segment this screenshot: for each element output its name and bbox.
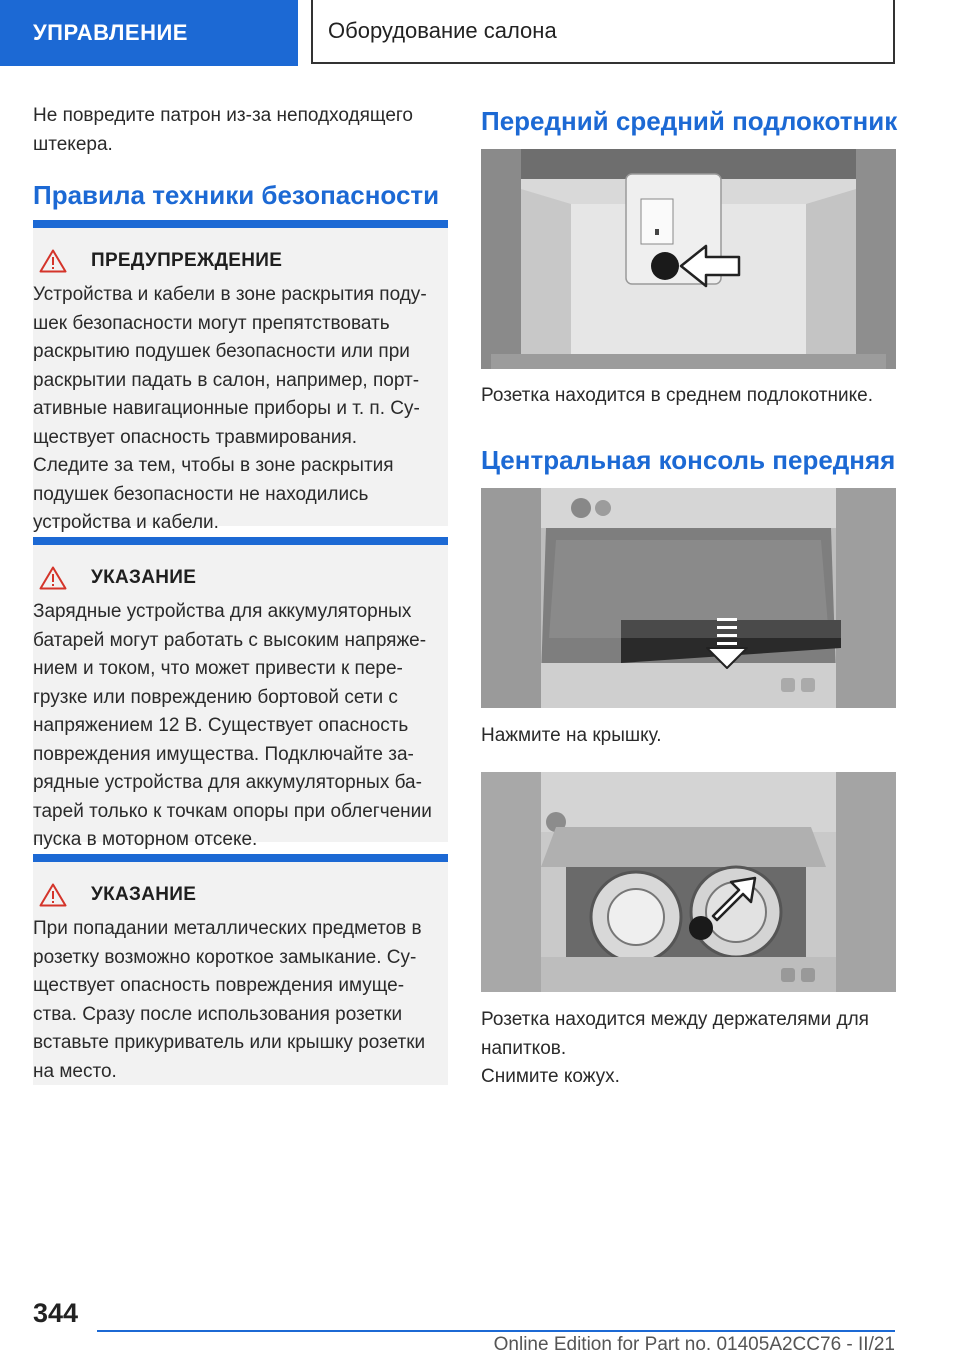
chapter-title: Оборудование салона (328, 18, 557, 43)
console-heading: Центральная консоль передняя (481, 445, 896, 475)
warning-triangle-icon (39, 883, 67, 907)
console-photo (481, 488, 896, 708)
intro-text: Не повредите патрон из-за неподходящего штекера. (33, 105, 413, 155)
armrest-illustration (481, 149, 896, 369)
warning-triangle-icon (39, 566, 67, 590)
warning-box-header (33, 249, 436, 273)
cupholder-illustration (481, 772, 896, 992)
armrest-section (481, 104, 901, 138)
warning-box (33, 220, 448, 533)
notice-text: При попадании металлических предметов в розетку возможно короткое замыкание. Существует опасность повреждения имущества. Сразу после использования розетки вставьте прикуриватель или крышку розетки на место. (33, 918, 426, 1082)
edition-text: Online Edition for Part no. 01405A2CC76 - II/21 (493, 1334, 895, 1355)
armrest-caption: Розетка находится в среднем подлокотнике. (481, 385, 873, 406)
notice-box-header (33, 883, 436, 907)
warning-title: ПРЕДУПРЕЖДЕНИЕ (91, 250, 283, 271)
notice-title: УКАЗАНИЕ (91, 884, 197, 905)
footer-divider (97, 1330, 895, 1332)
section-tab (0, 0, 298, 66)
armrest-heading: Передний средний подлокотник (481, 106, 898, 136)
warning-triangle-icon (39, 249, 67, 273)
notice-box-header (33, 566, 436, 590)
page-number: 344 (33, 1298, 79, 1328)
press-caption: Нажмите на крышку. (481, 725, 662, 746)
remove-caption: Снимите кожух. (481, 1066, 620, 1087)
notice-title: УКАЗАНИЕ (91, 567, 197, 588)
notice-box-metal (33, 854, 448, 1085)
warning-text: Устройства и кабели в зоне раскрытия подушек безопасности могут препятствовать раскрытию подушек безопасности или при раскрытии падать в салон, например, портативные навигационные приборы и т. п. Существует опасность травмирования. Следите за тем, чтобы в зоне раскрытия подушек безопасности не находились устройства и кабели. (33, 284, 427, 533)
cupholder-photo (481, 772, 896, 992)
chapter-tab (311, 0, 895, 64)
left-column (33, 102, 448, 212)
notice-text: Зарядные устройства для аккумуляторных батарей могут работать с высоким напряжением и током, что может привести к перегрузке или повреждению бортовой сети с напряжением 12 В. Существует опасность повреждения имущества. Подключайте зарядные устройства для аккумуляторных батарей только к точкам опоры при облегчении пуска в моторном отсеке. (33, 601, 432, 850)
notice-box-charging (33, 537, 448, 850)
cupholder-caption: Розетка находится между держателями для напитков. (481, 1009, 869, 1059)
armrest-photo (481, 149, 896, 369)
console-lid-illustration (481, 488, 896, 708)
section-title: УПРАВЛЕНИЕ (33, 20, 188, 45)
safety-heading: Правила техники безопасности (33, 180, 440, 210)
